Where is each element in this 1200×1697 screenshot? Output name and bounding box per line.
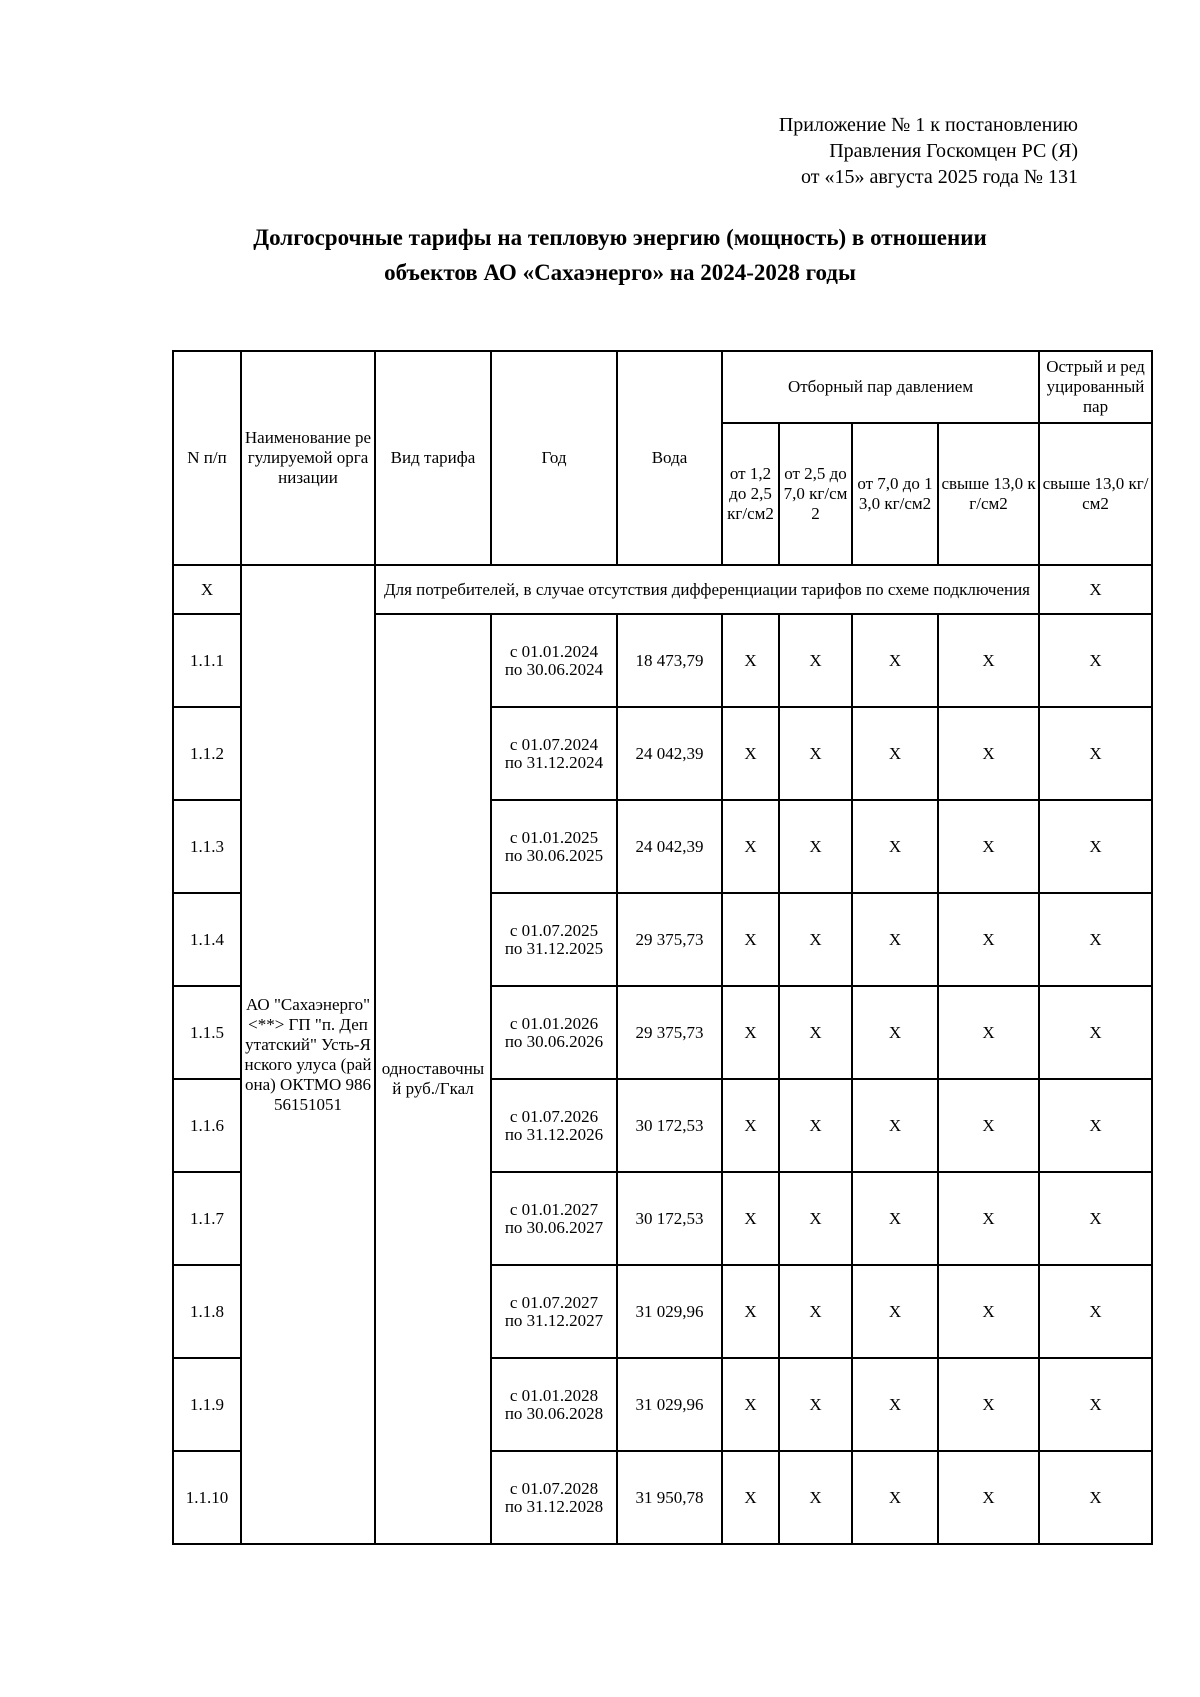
row-steam-5: X bbox=[1039, 614, 1152, 707]
note-row bbox=[173, 565, 1152, 614]
row-water-tariff: 18 473,79 bbox=[617, 614, 722, 707]
row-period bbox=[491, 1358, 617, 1451]
row-period bbox=[491, 1451, 617, 1544]
header-pressure-3: от 7,0 до 13,0 кг/см2 bbox=[852, 423, 938, 565]
row-steam-3: X bbox=[852, 614, 938, 707]
row-steam-1: X bbox=[722, 1079, 779, 1172]
row-water-tariff: 24 042,39 bbox=[617, 707, 722, 800]
row-steam-5: X bbox=[1039, 1358, 1152, 1451]
period-to: по 31.12.2026 bbox=[504, 1124, 604, 1144]
row-water-tariff: 31 029,96 bbox=[617, 1265, 722, 1358]
row-steam-3: X bbox=[852, 1451, 938, 1544]
tariff-kind-cell: одноставочный руб./Гкал bbox=[375, 614, 491, 1544]
row-steam-3: X bbox=[852, 986, 938, 1079]
title-line-1: Долгосрочные тарифы на тепловую энергию (мощность) в отношении bbox=[253, 225, 987, 250]
period-to: по 30.06.2024 bbox=[504, 659, 604, 679]
row-num: 1.1.7 bbox=[173, 1172, 241, 1265]
header-pressure-5: свыше 13,0 кг/см2 bbox=[1039, 423, 1152, 565]
header-num: N п/п bbox=[173, 351, 241, 565]
row-period bbox=[491, 986, 617, 1079]
row-num: 1.1.1 bbox=[173, 614, 241, 707]
row-water-tariff: 29 375,73 bbox=[617, 986, 722, 1079]
row-steam-5: X bbox=[1039, 707, 1152, 800]
header-selected-steam: Отборный пар давлением bbox=[722, 351, 1039, 423]
row-steam-5: X bbox=[1039, 893, 1152, 986]
header-pressure-1: от 1,2 до 2,5 кг/см2 bbox=[722, 423, 779, 565]
annex-line-3: от «15» августа 2025 года № 131 bbox=[800, 166, 1078, 188]
header-row-1 bbox=[173, 351, 1152, 423]
header-year: Год bbox=[491, 351, 617, 565]
row-steam-2: X bbox=[779, 1451, 852, 1544]
row-period bbox=[491, 707, 617, 800]
row-steam-3: X bbox=[852, 1358, 938, 1451]
period-to: по 30.06.2025 bbox=[504, 845, 604, 865]
row-water-tariff: 31 950,78 bbox=[617, 1451, 722, 1544]
period-from: с 01.07.2027 bbox=[509, 1292, 599, 1312]
row-steam-1: X bbox=[722, 614, 779, 707]
row-water-tariff: 30 172,53 bbox=[617, 1172, 722, 1265]
row-num: 1.1.2 bbox=[173, 707, 241, 800]
period-from: с 01.01.2026 bbox=[509, 1013, 599, 1033]
row-steam-4: X bbox=[938, 1265, 1039, 1358]
row-steam-5: X bbox=[1039, 1265, 1152, 1358]
header-pressure-2: от 2,5 до 7,0 кг/см2 bbox=[779, 423, 852, 565]
header-tariff-kind: Вид тарифа bbox=[375, 351, 491, 565]
annex-reference bbox=[558, 112, 1078, 190]
row-steam-2: X bbox=[779, 614, 852, 707]
annex-line-1: Приложение № 1 к постановлению bbox=[778, 114, 1078, 136]
note-text: Для потребителей, в случае отсутствия дифференциации тарифов по схеме подключения bbox=[375, 565, 1039, 614]
row-steam-4: X bbox=[938, 707, 1039, 800]
row-steam-3: X bbox=[852, 1079, 938, 1172]
row-steam-1: X bbox=[722, 986, 779, 1079]
period-to: по 31.12.2027 bbox=[504, 1310, 604, 1330]
row-period bbox=[491, 1265, 617, 1358]
row-steam-3: X bbox=[852, 1265, 938, 1358]
row-steam-4: X bbox=[938, 986, 1039, 1079]
row-steam-2: X bbox=[779, 707, 852, 800]
row-num: 1.1.5 bbox=[173, 986, 241, 1079]
tariffs-table bbox=[172, 350, 1153, 1545]
row-steam-5: X bbox=[1039, 1079, 1152, 1172]
note-num: X bbox=[173, 565, 241, 614]
period-from: с 01.07.2024 bbox=[509, 734, 599, 754]
header-pressure-4: свыше 13,0 кг/см2 bbox=[938, 423, 1039, 565]
row-steam-5: X bbox=[1039, 1451, 1152, 1544]
row-steam-1: X bbox=[722, 707, 779, 800]
period-to: по 30.06.2027 bbox=[504, 1217, 604, 1237]
row-steam-4: X bbox=[938, 1358, 1039, 1451]
row-steam-4: X bbox=[938, 614, 1039, 707]
period-from: с 01.07.2026 bbox=[509, 1106, 599, 1126]
row-period bbox=[491, 893, 617, 986]
row-num: 1.1.9 bbox=[173, 1358, 241, 1451]
title-line-2: объектов АО «Сахаэнерго» на 2024-2028 годы bbox=[384, 260, 856, 285]
row-steam-2: X bbox=[779, 1265, 852, 1358]
row-steam-2: X bbox=[779, 986, 852, 1079]
period-to: по 30.06.2026 bbox=[504, 1031, 604, 1051]
row-num: 1.1.6 bbox=[173, 1079, 241, 1172]
annex-line-2: Правления Госкомцен РС (Я) bbox=[829, 140, 1078, 162]
row-steam-3: X bbox=[852, 1172, 938, 1265]
period-to: по 30.06.2028 bbox=[504, 1403, 604, 1423]
row-steam-4: X bbox=[938, 1079, 1039, 1172]
row-steam-5: X bbox=[1039, 800, 1152, 893]
header-sharp-steam: Острый и редуцированный пар bbox=[1039, 351, 1152, 423]
row-steam-4: X bbox=[938, 893, 1039, 986]
period-to: по 31.12.2028 bbox=[504, 1496, 604, 1516]
header-org: Наименование регулируемой организации bbox=[241, 351, 375, 565]
note-last: X bbox=[1039, 565, 1152, 614]
document-title bbox=[160, 220, 1080, 290]
row-steam-1: X bbox=[722, 1358, 779, 1451]
row-steam-3: X bbox=[852, 707, 938, 800]
row-steam-4: X bbox=[938, 1172, 1039, 1265]
row-steam-2: X bbox=[779, 893, 852, 986]
row-steam-4: X bbox=[938, 1451, 1039, 1544]
row-steam-3: X bbox=[852, 800, 938, 893]
period-from: с 01.01.2025 bbox=[509, 827, 599, 847]
row-steam-1: X bbox=[722, 1265, 779, 1358]
row-steam-1: X bbox=[722, 1172, 779, 1265]
row-period bbox=[491, 1172, 617, 1265]
row-steam-1: X bbox=[722, 800, 779, 893]
header-water: Вода bbox=[617, 351, 722, 565]
row-num: 1.1.3 bbox=[173, 800, 241, 893]
period-from: с 01.07.2028 bbox=[509, 1478, 599, 1498]
period-to: по 31.12.2024 bbox=[504, 752, 604, 772]
row-steam-4: X bbox=[938, 800, 1039, 893]
row-steam-1: X bbox=[722, 893, 779, 986]
period-from: с 01.07.2025 bbox=[509, 920, 599, 940]
row-period bbox=[491, 800, 617, 893]
row-steam-5: X bbox=[1039, 986, 1152, 1079]
org-name-cell: АО "Сахаэнерго" <**> ГП "п. Депутатский" Усть-Янского улуса (района) ОКТМО 98656151051 bbox=[241, 565, 375, 1544]
period-from: с 01.01.2024 bbox=[509, 641, 599, 661]
row-steam-2: X bbox=[779, 1358, 852, 1451]
row-water-tariff: 30 172,53 bbox=[617, 1079, 722, 1172]
row-water-tariff: 24 042,39 bbox=[617, 800, 722, 893]
row-steam-2: X bbox=[779, 1172, 852, 1265]
period-to: по 31.12.2025 bbox=[504, 938, 604, 958]
row-steam-5: X bbox=[1039, 1172, 1152, 1265]
period-from: с 01.01.2027 bbox=[509, 1199, 599, 1219]
row-steam-1: X bbox=[722, 1451, 779, 1544]
period-from: с 01.01.2028 bbox=[509, 1385, 599, 1405]
row-num: 1.1.8 bbox=[173, 1265, 241, 1358]
row-period bbox=[491, 614, 617, 707]
row-num: 1.1.4 bbox=[173, 893, 241, 986]
row-steam-2: X bbox=[779, 1079, 852, 1172]
row-num: 1.1.10 bbox=[173, 1451, 241, 1544]
row-steam-3: X bbox=[852, 893, 938, 986]
row-water-tariff: 31 029,96 bbox=[617, 1358, 722, 1451]
row-steam-2: X bbox=[779, 800, 852, 893]
row-water-tariff: 29 375,73 bbox=[617, 893, 722, 986]
row-period bbox=[491, 1079, 617, 1172]
